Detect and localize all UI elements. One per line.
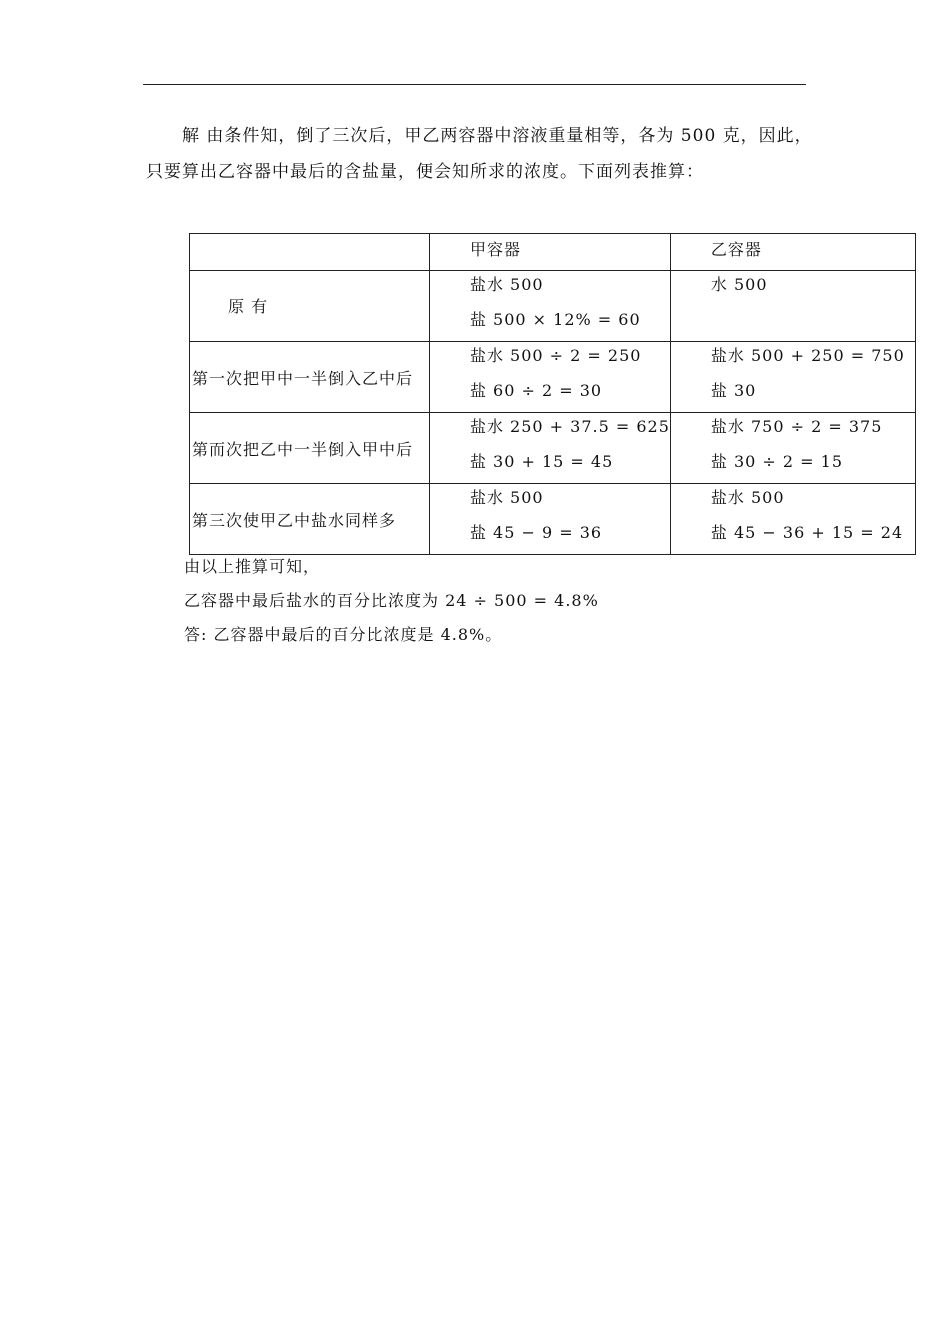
jia-cell (429, 342, 670, 413)
row-label: 第三次使甲乙中盐水同样多 (192, 510, 397, 530)
jia-line: 盐 45 − 9 = 36 (469, 523, 603, 542)
header-yi-label: 乙容器 (710, 240, 762, 259)
row-label-cell (190, 413, 430, 484)
yi-line: 盐 45 − 36 + 15 = 24 (710, 523, 904, 542)
conclusion-line-1: 由以上推算可知， (184, 557, 321, 576)
intro-line-1: 解 由条件知，倒了三次后，甲乙两容器中溶液重量相等，各为 500 克，因此， (182, 126, 813, 146)
jia-line: 盐 30 + 15 = 45 (469, 452, 614, 471)
table-row (190, 484, 916, 555)
jia-cell (429, 271, 670, 342)
table-row (190, 271, 916, 342)
answer-line: 答: 乙容器中最后的百分比浓度是 4.8%。 (184, 625, 503, 644)
yi-cell (670, 342, 915, 413)
header-jia-label: 甲容器 (469, 240, 521, 259)
jia-cell (429, 484, 670, 555)
yi-line (671, 306, 915, 341)
yi-line: 盐 30 ÷ 2 = 15 (710, 452, 844, 471)
row-label: 第而次把乙中一半倒入甲中后 (192, 439, 414, 459)
jia-cell (429, 413, 670, 484)
yi-line: 盐水 500 + 250 = 750 (710, 346, 905, 365)
header-cell-empty (190, 234, 430, 271)
header-rule (143, 84, 806, 85)
table-row (190, 413, 916, 484)
row-label-cell (190, 271, 430, 342)
row-label-cell (190, 484, 430, 555)
jia-line: 盐水 500 ÷ 2 = 250 (469, 346, 642, 365)
yi-line: 水 500 (710, 275, 768, 294)
table-row (190, 342, 916, 413)
table-header-row (190, 234, 916, 271)
conclusion-line-2: 乙容器中最后盐水的百分比浓度为 24 ÷ 500 = 4.8% (184, 591, 599, 610)
header-cell-jia (429, 234, 670, 271)
jia-line: 盐水 500 (469, 488, 544, 507)
jia-line: 盐 60 ÷ 2 = 30 (469, 381, 603, 400)
intro-line-2: 只要算出乙容器中最后的含盐量，便会知所求的浓度。下面列表推算： (146, 162, 704, 182)
yi-line: 盐水 500 (710, 488, 785, 507)
jia-line: 盐水 500 (469, 275, 544, 294)
yi-cell (670, 484, 915, 555)
yi-line: 盐水 750 ÷ 2 = 375 (710, 417, 883, 436)
calculation-table (189, 233, 916, 555)
row-label: 原 有 (228, 297, 269, 316)
yi-line: 盐 30 (710, 381, 757, 400)
jia-line: 盐 500 × 12% = 60 (469, 310, 641, 329)
jia-line: 盐水 250 + 37.5 = 625 (469, 417, 670, 436)
row-label-cell (190, 342, 430, 413)
row-label: 第一次把甲中一半倒入乙中后 (192, 368, 414, 388)
yi-cell (670, 413, 915, 484)
yi-cell (670, 271, 915, 342)
header-cell-yi (670, 234, 915, 271)
